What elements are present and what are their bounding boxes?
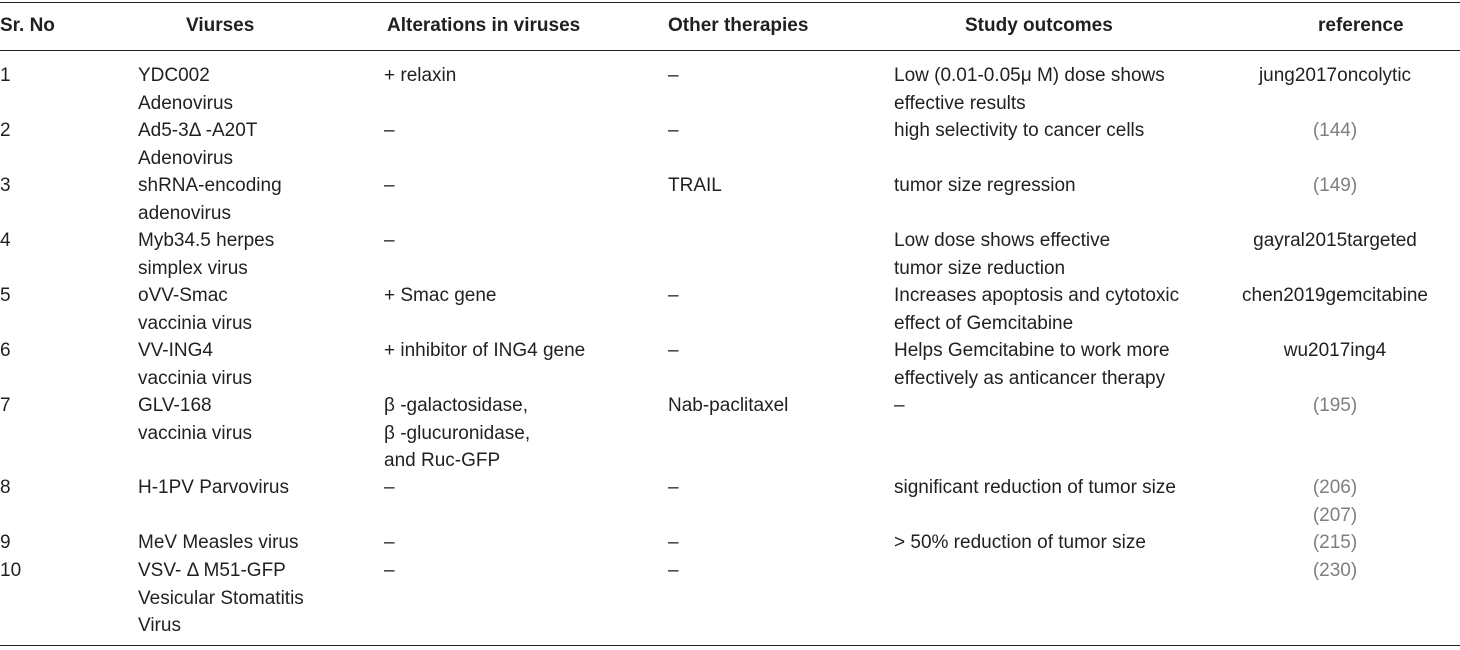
cell-study-outcome: > 50% reduction of tumor size: [894, 532, 1146, 553]
cell-alteration: + relaxin: [384, 65, 457, 86]
cell-study-outcome: effect of Gemcitabine: [894, 312, 1074, 334]
header-reference: reference: [1318, 15, 1404, 36]
cell-virus: VSV- Δ M51-GFP: [138, 560, 286, 581]
table-top-rule: [0, 2, 1460, 3]
cell-alteration: β -galactosidase,: [384, 395, 529, 416]
cell-other-therapy: –: [668, 340, 679, 361]
cell-sr-no: 1: [0, 65, 11, 86]
cell-study-outcome: Helps Gemcitabine to work more: [894, 340, 1170, 361]
cell-other-therapy: –: [668, 477, 679, 498]
cell-virus: oVV-Smac: [138, 285, 228, 306]
cell-alteration: and Ruc-GFP: [384, 450, 501, 471]
cell-alteration: –: [384, 230, 395, 251]
cell-reference: (195): [1312, 395, 1358, 416]
cell-virus: vaccinia virus: [138, 367, 253, 389]
cell-study-outcome: Increases apoptosis and cytotoxic: [894, 285, 1180, 306]
cell-sr-no: 5: [0, 285, 11, 306]
cell-study-outcome: Low (0.01-0.05μ M) dose shows: [894, 65, 1165, 86]
cell-other-therapy: –: [668, 560, 679, 581]
header-study-outcomes: Study outcomes: [965, 15, 1113, 36]
cell-other-therapy: –: [668, 120, 679, 141]
cell-virus: H-1PV Parvovirus: [138, 477, 289, 498]
cell-alteration: β -glucuronidase,: [384, 422, 531, 444]
cell-virus: simplex virus: [138, 257, 248, 279]
header-viruses: Viurses: [186, 15, 255, 36]
cell-reference: gayral2015targeted: [1253, 230, 1417, 251]
cell-virus: Ad5-3Δ -A20T: [138, 120, 258, 141]
cell-sr-no: 2: [0, 120, 11, 141]
cell-reference: (144): [1312, 120, 1358, 141]
cell-study-outcome: –: [894, 395, 905, 416]
cell-study-outcome: significant reduction of tumor size: [894, 477, 1176, 498]
cell-reference: (215): [1312, 532, 1358, 553]
cell-alteration: –: [384, 560, 395, 581]
header-other-therapies: Other therapies: [668, 15, 809, 36]
cell-virus: vaccinia virus: [138, 422, 253, 444]
cell-study-outcome: tumor size regression: [894, 175, 1076, 196]
cell-other-therapy: Nab-paclitaxel: [668, 395, 789, 416]
cell-sr-no: 8: [0, 477, 11, 498]
cell-alteration: –: [384, 175, 395, 196]
cell-virus: Adenovirus: [138, 147, 234, 169]
header-alterations: Alterations in viruses: [387, 15, 581, 36]
cell-virus: Virus: [138, 615, 181, 636]
cell-study-outcome: effectively as anticancer therapy: [894, 367, 1166, 389]
cell-virus: YDC002: [138, 65, 210, 86]
cell-study-outcome: high selectivity to cancer cells: [894, 120, 1145, 141]
cell-alteration: + inhibitor of ING4 gene: [384, 340, 586, 361]
cell-reference: (206): [1312, 477, 1358, 498]
cell-other-therapy: TRAIL: [668, 175, 722, 196]
header-rule: [0, 50, 1460, 51]
cell-virus: shRNA-encoding: [138, 175, 282, 196]
cell-reference: (230): [1312, 560, 1358, 581]
cell-sr-no: 3: [0, 175, 11, 196]
cell-virus: Vesicular Stomatitis: [138, 587, 304, 609]
table-bottom-rule: [0, 645, 1460, 646]
cell-virus: Myb34.5 herpes: [138, 230, 275, 251]
cell-sr-no: 6: [0, 340, 11, 361]
cell-sr-no: 4: [0, 230, 11, 251]
cell-virus: MeV Measles virus: [138, 532, 299, 553]
cell-reference: jung2017oncolytic: [1258, 65, 1412, 86]
cell-alteration: –: [384, 532, 395, 553]
cell-study-outcome: effective results: [894, 92, 1026, 114]
cell-alteration: –: [384, 120, 395, 141]
cell-other-therapy: –: [668, 285, 679, 306]
cell-reference: chen2019gemcitabine: [1242, 285, 1428, 306]
cell-study-outcome: tumor size reduction: [894, 257, 1066, 279]
header-sr-no: Sr. No: [0, 15, 55, 36]
cell-sr-no: 9: [0, 532, 11, 553]
cell-study-outcome: Low dose shows effective: [894, 230, 1111, 251]
cell-reference: wu2017ing4: [1283, 340, 1387, 361]
cell-virus: Adenovirus: [138, 92, 234, 114]
cell-virus: VV-ING4: [138, 340, 213, 361]
cell-alteration: + Smac gene: [384, 285, 497, 306]
cell-sr-no: 10: [0, 560, 22, 581]
cell-alteration: –: [384, 477, 395, 498]
cell-virus: vaccinia virus: [138, 312, 253, 334]
cell-reference: (149): [1312, 175, 1358, 196]
cell-virus: adenovirus: [138, 202, 231, 224]
cell-reference: (207): [1312, 504, 1358, 526]
cell-virus: GLV-168: [138, 395, 212, 416]
cell-other-therapy: –: [668, 532, 679, 553]
cell-other-therapy: –: [668, 65, 679, 86]
cell-sr-no: 7: [0, 395, 11, 416]
